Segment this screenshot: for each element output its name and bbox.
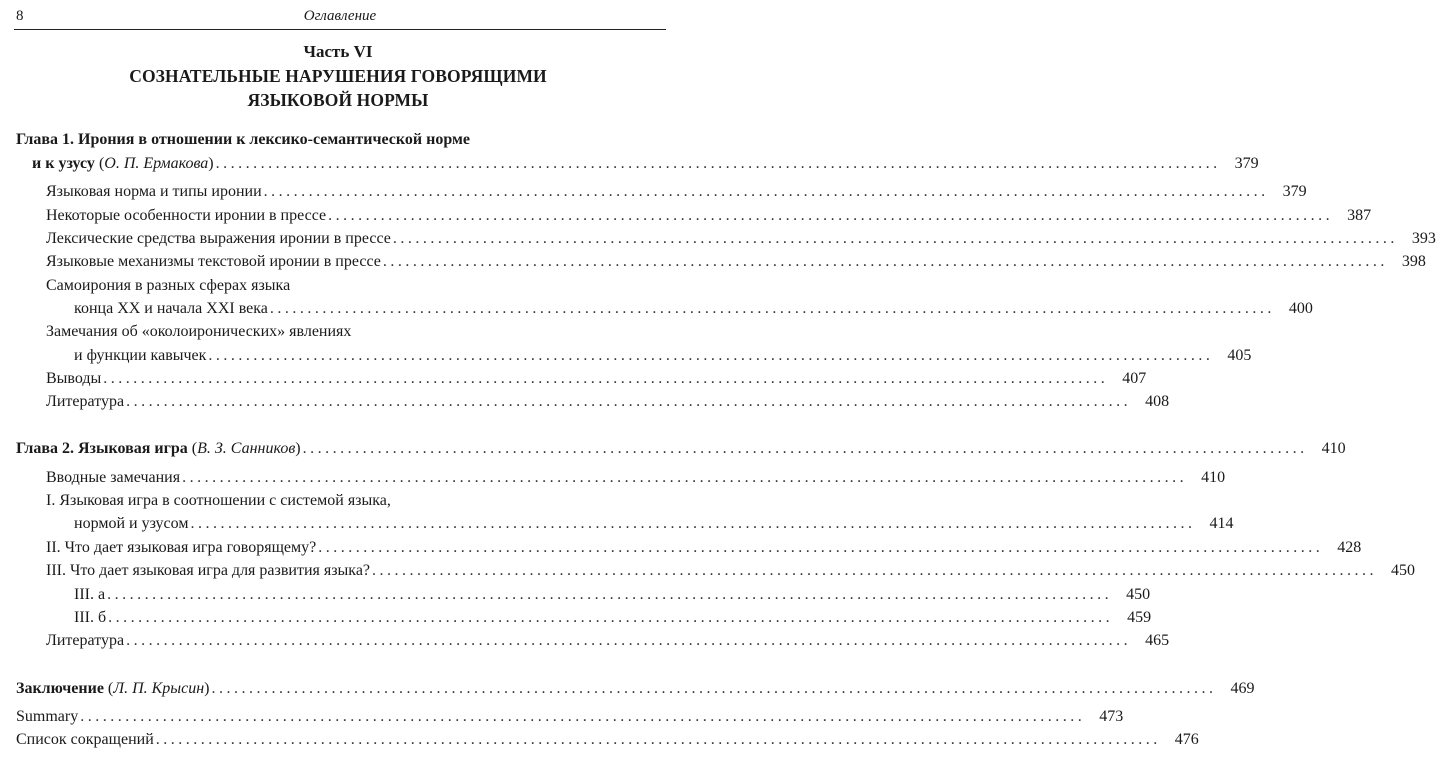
page-ref: 408 — [1145, 393, 1170, 410]
page-ref: 405 — [1227, 347, 1252, 364]
toc-entry-title: Языковая норма и типы иронии — [46, 183, 262, 200]
chapter-1-title-line-2: и к узусу — [32, 155, 95, 172]
page-ref: 387 — [1347, 207, 1372, 224]
toc-entry-title: III. Что дает языковая игра для развития языка? — [46, 562, 371, 579]
abbreviations-title: Список сокращений — [16, 731, 154, 748]
conclusion-title: Заключение — [16, 680, 104, 697]
page-ref: 473 — [1099, 708, 1124, 725]
toc-entry-title: Литература — [46, 393, 125, 410]
dot-leader: ...................................................................................................................................... — [269, 300, 1275, 317]
toc-entry[interactable] — [46, 560, 1416, 582]
dot-leader: ...................................................................................................................................... — [182, 469, 1188, 486]
part-title-line-2: ЯЗЫКОВОЙ НОРМЫ — [247, 90, 429, 110]
dot-leader: ...................................................................................................................................... — [392, 230, 1398, 247]
dot-leader: ...................................................................................................................................... — [302, 440, 1308, 457]
toc-entry[interactable] — [46, 251, 1426, 273]
toc-entry[interactable] — [46, 467, 1226, 489]
toc-entry-conclusion[interactable]: Заключение (Л. П. Крысин) ...................................................................................................................................... 469 — [16, 678, 662, 700]
toc-entry[interactable] — [74, 584, 1151, 606]
running-header — [14, 2, 666, 30]
dot-leader: ...................................................................................................................................... — [208, 347, 1214, 364]
toc-entry-title-line-1: I. Языковая игра в соотношении с системой языка, — [46, 492, 391, 509]
dot-leader: ...................................................................................................................................... — [372, 562, 1378, 579]
page-ref: 459 — [1127, 609, 1152, 626]
toc-entry-title: II. Что дает языковая игра говорящему? — [46, 539, 317, 556]
toc-entry-title: Вводные замечания — [46, 469, 181, 486]
page-ref: 450 — [1126, 586, 1151, 603]
toc-entry-title-line-2: конца XX и начала XXI века — [74, 300, 268, 317]
toc-entry-summary[interactable] — [16, 706, 1124, 728]
dot-leader: ...................................................................................................................................... — [215, 155, 1221, 172]
toc-entry-title: III. б — [74, 609, 107, 626]
conclusion-author: Л. П. Крысин — [113, 680, 205, 697]
dot-leader: ...................................................................................................................................... — [382, 253, 1388, 270]
dot-leader: ...................................................................................................................................... — [103, 370, 1109, 387]
page-ref: 379 — [1282, 183, 1307, 200]
page-ref: 407 — [1122, 370, 1147, 387]
toc-entry-title-line-2: и функции кавычек — [74, 347, 207, 364]
chapter-2-author: В. З. Санников — [197, 440, 296, 457]
chapter-1-title-line-1: Глава 1. Ирония в отношении к лексико-семантической норме — [16, 131, 470, 148]
summary-title: Summary — [16, 708, 79, 725]
page-ref: 476 — [1174, 731, 1199, 748]
dot-leader: ...................................................................................................................................... — [318, 539, 1324, 556]
toc-entry[interactable] — [74, 607, 1152, 629]
dot-leader: ...................................................................................................................................... — [190, 515, 1196, 532]
toc-entry-chapter-1[interactable]: и к узусу (О. П. Ермакова) ...................................................................................................................................... 379 — [32, 153, 662, 175]
toc-entry-title-line-2: нормой и узусом — [74, 515, 189, 532]
page-ref: 400 — [1288, 300, 1313, 317]
page-ref: 379 — [1234, 155, 1259, 172]
toc-entry[interactable] — [46, 181, 1307, 203]
page-ref: 398 — [1401, 253, 1426, 270]
page-ref: 428 — [1337, 539, 1362, 556]
chapter-1-author: О. П. Ермакова — [104, 155, 209, 172]
toc-entry-title: Литература — [46, 632, 125, 649]
page-ref: 450 — [1391, 562, 1416, 579]
part-title — [0, 64, 676, 112]
toc-entry[interactable] — [74, 298, 1313, 320]
toc-entry-title: Некоторые особенности иронии в прессе — [46, 207, 327, 224]
toc-entry[interactable] — [74, 345, 1252, 367]
page-number: 8 — [16, 8, 24, 24]
toc-entry[interactable] — [46, 630, 1170, 652]
page-ref: 410 — [1321, 440, 1346, 457]
toc-entry-title: III. а — [74, 586, 106, 603]
toc-entry[interactable] — [46, 205, 1372, 227]
dot-leader: ...................................................................................................................................... — [80, 708, 1086, 725]
dot-leader: ...................................................................................................................................... — [328, 207, 1334, 224]
toc-entry-abbreviations[interactable] — [16, 729, 1199, 751]
dot-leader: ...................................................................................................................................... — [108, 609, 1114, 626]
page-ref: 410 — [1201, 469, 1226, 486]
toc-entry-title-line-1: Замечания об «околоиронических» явлениях — [46, 323, 352, 340]
running-title: Оглавление — [303, 8, 377, 24]
toc-entry[interactable] — [46, 391, 1170, 413]
page-ref: 465 — [1145, 632, 1170, 649]
page-ref: 469 — [1230, 680, 1255, 697]
toc-entry-title: Языковые механизмы текстовой иронии в прессе — [46, 253, 381, 270]
dot-leader: ...................................................................................................................................... — [155, 731, 1161, 748]
toc-entry-title: Лексические средства выражения иронии в прессе — [46, 230, 391, 247]
dot-leader: ...................................................................................................................................... — [263, 183, 1269, 200]
toc-entry-title-line-1: Самоирония в разных сферах языка — [46, 277, 291, 294]
page-ref: 393 — [1411, 230, 1436, 247]
dot-leader: ...................................................................................................................................... — [126, 632, 1132, 649]
toc-entry[interactable] — [46, 228, 1436, 250]
toc-entry[interactable] — [74, 513, 1234, 535]
toc-entry-title: Выводы — [46, 370, 102, 387]
dot-leader: ...................................................................................................................................... — [107, 586, 1113, 603]
toc-entry-chapter-2[interactable]: Глава 2. Языковая игра (В. З. Санников) ...................................................................................................................................... 410 — [16, 438, 662, 460]
dot-leader: ...................................................................................................................................... — [126, 393, 1132, 410]
part-number: Часть VI — [303, 42, 373, 61]
toc-entry[interactable] — [46, 537, 1362, 559]
chapter-2-title: Глава 2. Языковая игра — [16, 440, 188, 457]
part-title-line-1: СОЗНАТЕЛЬНЫЕ НАРУШЕНИЯ ГОВОРЯЩИМИ — [129, 66, 547, 86]
toc-entry[interactable] — [46, 368, 1147, 390]
dot-leader: ...................................................................................................................................... — [211, 680, 1217, 697]
page-ref: 414 — [1209, 515, 1234, 532]
